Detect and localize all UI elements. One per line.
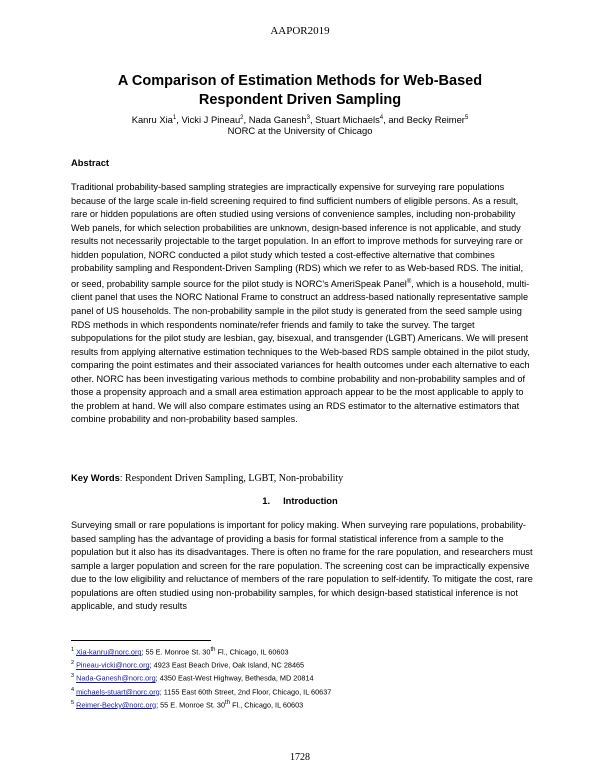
author-list — [40, 112, 560, 126]
footnote-number: 1 — [71, 647, 75, 653]
footnote-address-end: Fl., Chicago, IL 60603 — [215, 647, 289, 657]
abstract-body — [71, 181, 533, 427]
author-separator: , — [243, 114, 249, 126]
footnote-number: 5 — [71, 699, 75, 706]
footnote-number: 3 — [71, 673, 75, 680]
author-separator: , — [309, 114, 316, 126]
footnote-list — [71, 645, 533, 711]
author-mark: 1 — [172, 115, 177, 121]
footnote — [71, 698, 533, 711]
author-mark: 2 — [240, 115, 244, 121]
keywords — [71, 472, 533, 484]
title-line-2: Respondent Driven Sampling — [198, 92, 402, 108]
section-heading-introduction: 1. Introduction — [262, 495, 338, 506]
paper-title — [60, 72, 540, 110]
registered-mark: ® — [406, 278, 412, 285]
keywords-text: Respondent Driven Sampling, LGBT, Non-probability — [125, 473, 344, 484]
introduction-body: Surveying small or rare populations is important for policy making. When surveying rare populations, probability-based sampling has the advantage of providing a basis for formal statistical inference from a sample to the population but it also has its disadvantages. There is often no frame for the rare population, and researchers must sample a larger population and screen for the rare population. The screening cost can be impractically expensive due to the low eligibility and reluctance of members of the rare population to self-identify. To mitigate the cost, rare populations are often studied using non-probability samples, for which design-based statistical inference is not applicable, and study results — [71, 520, 533, 612]
author: Becky Reimer — [406, 114, 465, 126]
footnote-email-link[interactable]: Pineau-vicki@norc.org — [76, 660, 150, 670]
author: Kanru Xia — [131, 114, 173, 126]
keywords-label: Key Words — [71, 472, 120, 483]
author-mark: 5 — [464, 115, 469, 121]
footnote-email-link[interactable]: michaels-stuart@norc.org — [76, 687, 160, 697]
author-mark: 4 — [379, 115, 384, 121]
abstract-text-part1: Traditional probability-based sampling strategies are impractically expensive for surveying rare populations because of the large scale in-field screening required to find sufficient numbers of eligible persons. As a result, rare or hidden populations are often studied using versions of convenience samples, including non-probability Web panels, for which selection probabilities are unknown, design-based inference is not applicable, and study results not necessarily projectable to the target population. In an effort to improve methods for surveying rare or hidden population, NORC conducted a pilot study which tested a cost-effective alternative that combines probability sampling and Respondent-Driven Sampling (RDS) which we refer to as Web-based RDS. The initial, or seed, probability sample source for the pilot study is NORC’s AmeriSpeak Panel — [71, 182, 524, 289]
author: Vicki J Pineau — [181, 114, 241, 126]
footnote-address-sup: th — [210, 647, 216, 653]
author-separator: , and — [383, 114, 407, 126]
abstract-text-part2: , which is a household, multi-client panel that uses the NORC National Frame to construct an address-based nationally representative sample panel of US households. The non-probability sample in the pilot study is generated from the seed sample using RDS methods in which respondents nominate/refer friends and family to take the survey. The target subpopulations for the pilot study are lesbian, gay, bisexual, and transgender (LGBT) Americans. We will present results from applying alternative estimation techniques to the Web-based RDS sample obtained in the pilot study, comparing the point estimates and their associated variances for health outcomes under each alternative to each other. NORC has been investigating various methods to combine probability and non-probability samples and of those a propensity approach and a small area estimation approach appear to be the most applicable to apply to the problem at hand. We will also compare estimates using an RDS estimator to the alternative estimators that combine probability and non-probability based samples. — [71, 278, 530, 425]
author: Stuart Michaels — [315, 114, 380, 126]
footnote-email-link[interactable]: Reimer-Becky@norc.org — [76, 700, 157, 710]
keywords-colon: : — [119, 472, 126, 483]
footnote-number: 2 — [71, 660, 75, 667]
footnote-email-link[interactable]: Nada-Ganesh@norc.org — [76, 673, 156, 683]
footnote-divider — [71, 640, 211, 641]
footnote-address: ; 4350 East-West Highway, Bethesda, MD 20814 — [155, 673, 314, 683]
footnote-address: ; 55 E. Monroe St. 30 — [156, 700, 226, 710]
footnote-address: ; 55 E. Monroe St. 30 — [141, 647, 211, 657]
author: Nada Ganesh — [248, 114, 307, 126]
affiliation: NORC at the University of Chicago — [227, 125, 373, 136]
footnote-address: ; 1155 East 60th Street, 2nd Floor, Chicago, IL 60637 — [159, 687, 332, 697]
author-separator: , — [176, 114, 182, 126]
abstract-heading: Abstract — [71, 157, 110, 168]
footnote-email-link[interactable]: Xia-kanru@norc.org — [76, 647, 142, 657]
footnote — [71, 658, 533, 671]
author-mark: 3 — [306, 115, 310, 121]
footnote-address: ; 4923 East Beach Drive, Oak Island, NC 28465 — [149, 660, 305, 670]
footnote — [71, 645, 533, 658]
footnote-address-end: Fl., Chicago, IL 60603 — [230, 700, 304, 710]
running-header: AAPOR2019 — [270, 25, 330, 37]
footnote-number: 4 — [71, 686, 75, 693]
page-number: 1728 — [290, 752, 310, 763]
footnote — [71, 671, 533, 684]
footnote — [71, 685, 533, 698]
footnote-address-sup: th — [225, 699, 231, 706]
title-line-1: A Comparison of Estimation Methods for Web-Based — [117, 73, 483, 89]
